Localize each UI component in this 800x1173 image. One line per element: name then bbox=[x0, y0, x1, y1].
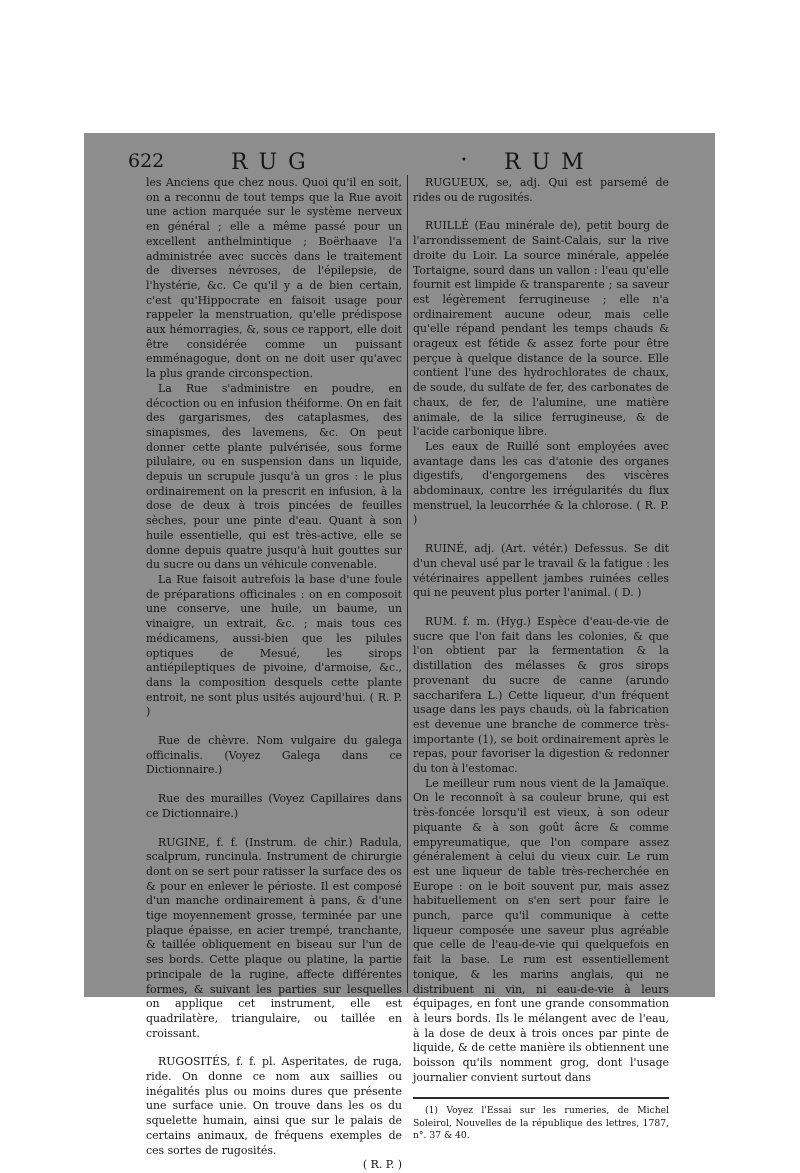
page-number: 622 bbox=[128, 150, 165, 172]
scanned-page bbox=[84, 133, 715, 1172]
right-column bbox=[413, 176, 669, 1143]
entry-ruille: RUILLÉ (Eau minérale de), petit bourg de l'arrondissement de Saint-Calais, sur la rive droite du Loir. La source minérale, appelée Tortaigne, sourd dans un vallon : l'eau qu'elle fournit est limpide & transparente ; sa saveur est légèrement ferrugineuse ; elle n'a ordinairement aucune odeur, mais celle qu'elle répand pendant les temps chauds & orageux est fétide & assez forte pour être perçue à quelque distance de la source. Elle contient l'une des hydrochlorates de chaux, de soude, du sulfate de fer, des carbonates de chaux, de fer, de l'alumine, une matière animale, de la silice ferrugineuse, & de l'acide carbonique libre. bbox=[413, 219, 669, 439]
footnote: (1) Voyez l'Essai sur les rumeries, de Michel Soleirol, Nouvelles de la république des lettres, 1787, n°. 37 & 40. bbox=[413, 1105, 669, 1142]
paragraph: La Rue s'administre en poudre, en décoction ou en infusion théiforme. On en fait des gargarismes, des cataplasmes, des sinapismes, des lavemens, &c. On peut donner cette plante pulvérisée, sous forme pilulaire, ou en suspension dans un liquide, depuis un scrupule jusqu'à un gros : le plus ordinairement on la prescrit en infusion, à la dose de deux à trois pincées de feuilles sèches, pour une pinte d'eau. Quant à son huile essentielle, qui est très-active, elle se donne depuis quatre jusqu'à huit gouttes sur du sucre ou dans un véhicule convenable. bbox=[146, 381, 402, 572]
left-column bbox=[146, 176, 402, 1173]
entry-rugueux: RUGUEUX, se, adj. Qui est parsemé de rides ou de rugosités. bbox=[413, 176, 669, 204]
paragraph: La Rue faisoit autrefois la base d'une foule de préparations officinales : on en composoit une conserve, une huile, un baume, un vinaigre, un extrait, &c. ; mais tous ces médicamens, aussi-bien que les pilules optiques de Mesué, les sirops antiépileptiques de pivoine, d'armoise, &c., dans la composition desquels cette plante entroit, ne sont plus usités aujourd'hui. ( R. P. ) bbox=[146, 572, 402, 719]
signature: ( R. P. ) bbox=[362, 1158, 402, 1172]
entry-rue-des-murailles: Rue des murailles (Voyez Capillaires dans ce Dictionnaire.) bbox=[146, 792, 402, 820]
running-title-right: RUM bbox=[504, 150, 595, 175]
footnote-rule bbox=[413, 1097, 669, 1099]
header-ornament: • bbox=[461, 155, 467, 166]
entry-rum: RUM. f. m. (Hyg.) Espèce d'eau-de-vie de sucre que l'on fait dans les colonies, & que l'on obtient par la fermentation & la distillation des mélasses & gros sirops provenant du sucre de canne (arundo saccharifera L.) Cette liqueur, d'un fréquent usage dans les pays chauds, où la fabrication est devenue une branche de commerce très-importante (1), se boit ordinairement après le repas, pour favoriser la digestion & redonner du ton à l'estomac. bbox=[413, 614, 669, 776]
running-title-left: RUG bbox=[231, 150, 317, 175]
entry-ruine: RUINÉ, adj. (Art. vétér.) Defessus. Se dit d'un cheval usé par le travail & la fatigue : les vétérinaires appellent jambes ruinées celles qui ne peuvent plus porter l'animal. ( D. ) bbox=[413, 542, 669, 600]
entry-rugine: RUGINE, f. f. (Instrum. de chir.) Radula, scalprum, runcinula. Instrument de chirurgie dont on se sert pour ratisser la surface des os & pour en enlever le périoste. Il est composé d'un manche ordinairement à pans, & d'une tige moyennement grosse, terminée par une plaque épaisse, en acier trempé, tranchante, & taillée obliquement en biseau sur l'un de ses bords. Cette plaque ou platine, la partie principale de la rugine, affecte différentes formes, & suivant les parties sur lesquelles on applique cet instrument, elle est quadrilatère, triangulaire, ou taillée en croissant. bbox=[146, 835, 402, 1040]
column-divider bbox=[407, 175, 408, 993]
paragraph: Le meilleur rum nous vient de la Jamaïque. On le reconnoît à sa couleur brune, qui est très-foncée lorsqu'il est vieux, à son odeur piquante & à son goût âcre & comme empyreumatique, que l'on compare assez généralement à celui du vieux cuir. Le rum est une liqueur de table très-recherchée en Europe : on le boit souvent pur, mais assez habituellement on s'en sert pour faire le punch, parce qu'il communique à cette liqueur composée une saveur plus agréable que celle de l'eau-de-vie qui quelquefois en fait la base. Le rum est essentiellement tonique, & les marins anglais, qui ne distribuent ni vin, ni eau-de-vie à leurs équipages, en font une grande consommation à leurs bords. Ils le mélangent avec de l'eau, à la dose de deux à trois onces par pinte de liquide, & de cette manière ils obtiennent une boisson qu'ils nomment grog, dont l'usage journalier convient surtout dans bbox=[413, 776, 669, 1084]
paragraph: les Anciens que chez nous. Quoi qu'il en soit, on a reconnu de tout temps que la Rue avoit une action marquée sur le système nerveux en général ; elle a même passé pour un excellent anthelmintique ; Boërhaave l'a administrée avec succès dans le traitement de diverses névroses, de l'épilepsie, de l'hystérie, &c. Ce qu'il y a de bien certain, c'est qu'Hippocrate en faisoit usage pour rappeler la menstruation, qu'elle prédispose aux hémorragies, &, sous ce rapport, elle doit être considérée comme un puissant emménagogue, dont on ne doit user qu'avec la plus grande circonspection. bbox=[146, 176, 402, 381]
paragraph: Les eaux de Ruillé sont employées avec avantage dans les cas d'atonie des organes digestifs, d'engorgemens des viscères abdominaux, contre les irrégularités du flux menstruel, la leucorrhée & la chlorose. ( R. P. ) bbox=[413, 439, 669, 527]
entry-rugosites: RUGOSITÉS, f. f. pl. Asperitates, de ruga, ride. On donne ce nom aux saillies ou inégalités plus ou moins dures que présente une surface unie. On trouve dans les os du squelette humain, ainsi que sur le palais de certains animaux, de fréquens exemples de ces sortes de rugosités. bbox=[146, 1055, 402, 1157]
entry-rue-de-chevre: Rue de chèvre. Nom vulgaire du galega officinalis. (Voyez Galega dans ce Dictionnaire.) bbox=[146, 734, 402, 777]
